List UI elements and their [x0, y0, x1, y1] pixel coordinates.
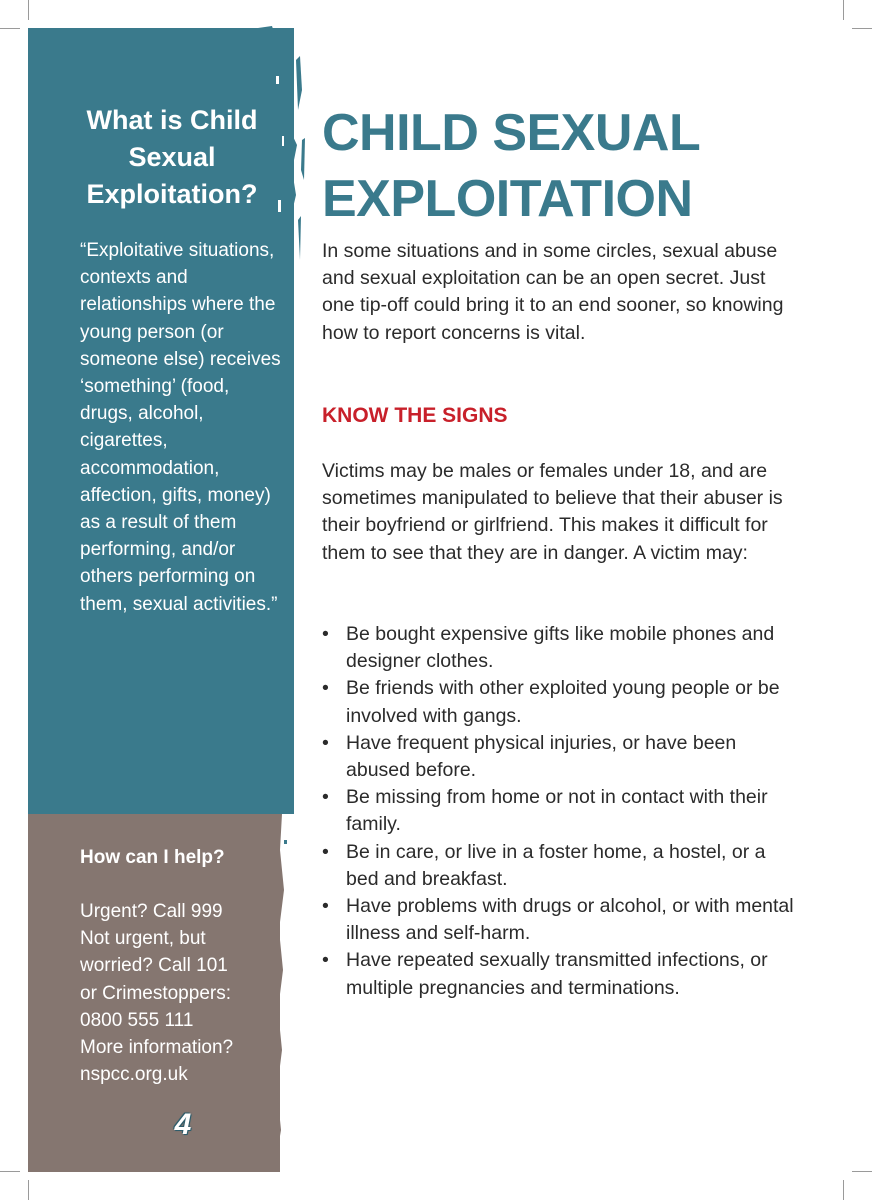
- sign-text: Be bought expensive gifts like mobile phones and designer clothes.: [346, 623, 775, 673]
- crop-mark: [843, 0, 844, 20]
- bullet-icon: •: [322, 786, 329, 809]
- list-item: [322, 730, 802, 784]
- help-line-crimestoppers: or Crimestoppers:: [80, 982, 231, 1004]
- list-item: [322, 621, 802, 675]
- crop-mark: [0, 1171, 20, 1172]
- page-number: 4: [174, 1108, 192, 1141]
- signs-heading: KNOW THE SIGNS: [322, 404, 508, 427]
- crop-mark: [28, 1180, 29, 1200]
- sidebar-title: What is Child Sexual Exploitation?: [86, 105, 258, 209]
- crop-mark: [843, 1180, 844, 1200]
- bullet-icon: •: [322, 731, 329, 754]
- help-line-phone: 0800 555 111: [80, 1009, 194, 1031]
- help-heading: How can I help?: [80, 847, 225, 868]
- sign-text: Have problems with drugs or alcohol, or with mental illness and self-harm.: [346, 895, 794, 945]
- bullet-icon: •: [322, 623, 329, 645]
- crop-mark: [0, 28, 20, 29]
- help-contact-lines: [80, 898, 280, 1088]
- signs-list: [322, 621, 802, 1002]
- page-title: CHILD SEXUAL EXPLOITATION: [322, 104, 700, 228]
- definition-quote: “Exploitative situations, contexts and relationships where the young person (or someone else) receives ‘something’ (food, drugs, alcohol, cigarettes, accommodation, affection, gifts, money) as a result of them performing, and/or others performing on them, sexual activities.”: [80, 240, 281, 615]
- sign-text: Have frequent physical injuries, or have been abused before.: [346, 731, 737, 782]
- intro-paragraph: In some situations and in some circles, sexual abuse and sexual exploitation can be an open secret. Just one tip-off could bring it to an end sooner, so knowing how to report concerns is vital.: [322, 240, 784, 344]
- crop-mark: [852, 1171, 872, 1172]
- sign-text: Be missing from home or not in contact with their family.: [346, 786, 768, 836]
- sign-text: Be friends with other exploited young people or be involved with gangs.: [346, 677, 780, 727]
- list-item: [322, 675, 802, 729]
- list-item: [322, 784, 802, 838]
- bullet-icon: •: [322, 677, 329, 700]
- help-line-not-urgent: Not urgent, but: [80, 928, 206, 950]
- crop-mark: [28, 0, 29, 20]
- help-line-more-info: More information?: [80, 1037, 234, 1059]
- victims-paragraph: Victims may be males or females under 18, and are sometimes manipulated to believe that their abuser is their boyfriend or girlfriend. This makes it difficult for them to see that they are in danger. A victim may:: [322, 460, 783, 564]
- sign-text: Have repeated sexually transmitted infections, or multiple pregnancies and terminations.: [346, 949, 768, 999]
- bullet-icon: •: [322, 895, 329, 918]
- help-line-website: nspcc.org.uk: [80, 1064, 188, 1086]
- crop-mark: [852, 28, 872, 29]
- bullet-icon: •: [322, 949, 329, 972]
- list-item: [322, 893, 802, 947]
- sign-text: Be in care, or live in a foster home, a hostel, or a bed and breakfast.: [346, 840, 766, 890]
- help-line-call-101: worried? Call 101: [80, 955, 228, 977]
- bullet-icon: •: [322, 840, 329, 863]
- list-item: [322, 947, 802, 1001]
- list-item: [322, 839, 802, 893]
- help-line-urgent: Urgent? Call 999: [80, 901, 223, 922]
